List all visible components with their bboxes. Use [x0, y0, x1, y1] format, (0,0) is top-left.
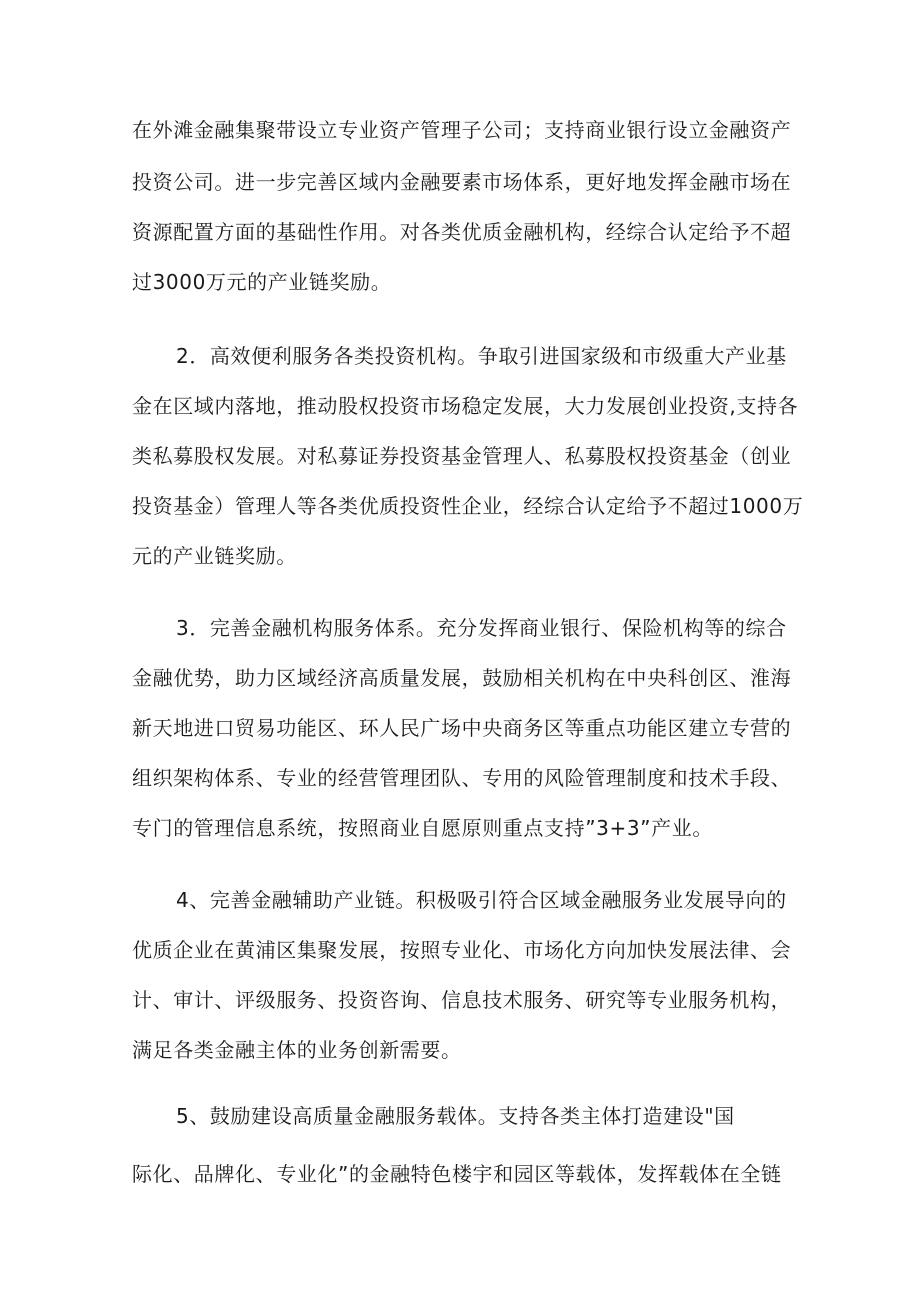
paragraph-4-line-3: 计、审计、评级服务、投资咨询、信息技术服务、研究等专业服务机构， — [132, 988, 792, 1012]
paragraph-2-line-3: 类私募股权发展。对私募证券投资基金管理人、私募股权投资基金（创业 — [132, 444, 792, 468]
paragraph-5-line-1: 5、鼓励建设高质量金融服务载体。支持各类主体打造建设"国 — [176, 1104, 735, 1128]
paragraph-2-line-5: 元的产业链奖励。 — [132, 544, 297, 568]
paragraph-4-line-1: 4、完善金融辅助产业链。积极吸引符合区域金融服务业发展导向的 — [176, 888, 787, 912]
paragraph-3-line-3: 新天地进口贸易功能区、环人民广场中央商务区等重点功能区建立专营的 — [132, 716, 792, 740]
paragraph-2-line-2: 金在区域内落地，推动股权投资市场稳定发展，大力发展创业投资,支持各 — [132, 394, 799, 418]
paragraph-1-line-3: 资源配置方面的基础性作用。对各类优质金融机构，经综合认定给予不超 — [132, 220, 792, 244]
paragraph-2-line-1: 2．高效便利服务各类投资机构。争取引进国家级和市级重大产业基 — [176, 344, 787, 368]
paragraph-1-line-1: 在外滩金融集聚带设立专业资产管理子公司；支持商业银行设立金融资产 — [132, 118, 792, 142]
paragraph-3-line-2: 金融优势，助力区域经济高质量发展，鼓励相关机构在中央科创区、淮海 — [132, 666, 792, 690]
paragraph-3-line-5: 专门的管理信息系统，按照商业自愿原则重点支持”3+3”产业。 — [132, 816, 713, 840]
paragraph-2-line-4: 投资基金）管理人等各类优质投资性企业，经综合认定给予不超过1000万 — [132, 494, 804, 518]
paragraph-5-line-2: 际化、品牌化、专业化”的金融特色楼宇和园区等载体，发挥载体在全链 — [132, 1162, 782, 1186]
paragraph-4-line-4: 满足各类金融主体的业务创新需要。 — [132, 1038, 462, 1062]
paragraph-3-line-1: 3．完善金融机构服务体系。充分发挥商业银行、保险机构等的综合 — [176, 616, 787, 640]
paragraph-3-line-4: 组织架构体系、专业的经营管理团队、专用的风险管理制度和技术手段、 — [132, 766, 792, 790]
paragraph-1-line-2: 投资公司。进一步完善区域内金融要素市场体系，更好地发挥金融市场在 — [132, 170, 792, 194]
paragraph-4-line-2: 优质企业在黄浦区集聚发展，按照专业化、市场化方向加快发展法律、会 — [132, 938, 792, 962]
paragraph-1-line-4: 过3000万元的产业链奖励。 — [132, 270, 392, 294]
